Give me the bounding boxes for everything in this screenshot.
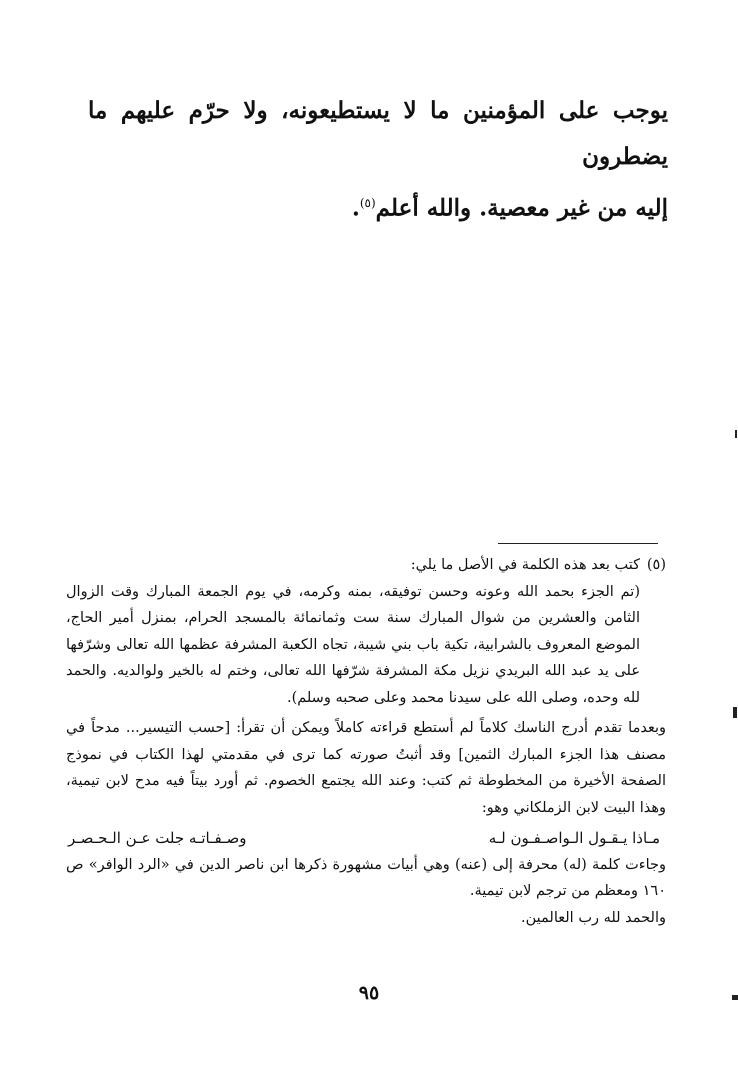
scan-edge-mark (733, 707, 737, 718)
footnote-paragraph-2: وبعدما تقدم أدرج الناسك كلاماً لم أستطع قراءته كاملاً ويمكن أن تقرأ: [حسب التيسير... مدحاً في مصنف هذا الجزء المبارك الثمين] وقد أثبتُ صورته كما ترى في مقدمتي لهذا الكتاب في نموذج الصفحة الأخيرة من المخطوطة ثم كتب: وعند الله يجتمع الخصوم. ثم أورد بيتاً فيه مدح لابن تيمية، وهذا البيت لابن الزملكاني وهو: (66, 720, 666, 816)
footnote-separator (498, 543, 658, 544)
verse-second-hemistich: وصـفـاتـه جلت عـن الـحـصـر (68, 829, 247, 847)
scan-edge-mark (735, 430, 737, 438)
footnote-marker: (٥) (646, 557, 666, 573)
main-text (88, 88, 668, 232)
main-text-line-2-body: إليه من غير معصية. والله أعلم (375, 194, 668, 222)
main-text-end-punctuation: . (351, 194, 360, 222)
footnote-colophon: (تم الجزء بحمد الله وعونه وحسن توفيقه، بمنه وكرمه، في يوم الجمعة المبارك وقت الزوال الثامن والعشرين من شوال المبارك سنة ست وثمانمائة بالمسجد الحرام، بمنزل أمير الحاج، الموضع المعروف بالشرابية، تكية باب بني شيبة، تجاه الكعبة المشرفة عظمها الله تعالى وشرّفها على يد عبد الله البريدي نزيل مكة المشرفة شرّفها الله تعالى، وختم له بالخير ولوالديه. والحمد لله وحده، وصلى الله على سيدنا محمد وعلى صحبه وسلم). (66, 583, 640, 706)
page-number: ٩٥ (358, 982, 380, 1004)
scan-edge-mark (732, 995, 738, 1000)
footnote-intro: كتب بعد هذه الكلمة في الأصل ما يلي: (410, 557, 640, 573)
main-text-line-1: يوجب على المؤمنين ما لا يستطيعونه، ولا حرّم عليهم ما يضطرون (88, 97, 668, 170)
footnote-paragraph-3: وجاءت كلمة (له) محرفة إلى (عنه) وهي أبيات مشهورة ذكرها ابن ناصر الدين في «الرد الوافر» ص ١٦٠ ومعظم من ترجم لابن تيمية. (66, 856, 666, 899)
footnote (66, 552, 666, 931)
footnote-first-body (66, 552, 640, 711)
verse-first-hemistich: مـاذا يـقـول الـواصـفـون لـه (488, 829, 660, 847)
main-text-line-2 (88, 180, 668, 232)
footnote-reference: (٥) (359, 196, 376, 210)
poetry-verse (66, 821, 666, 852)
footnote-closing: والحمد لله رب العالمين. (521, 909, 666, 926)
footnote-first-block (66, 552, 666, 711)
